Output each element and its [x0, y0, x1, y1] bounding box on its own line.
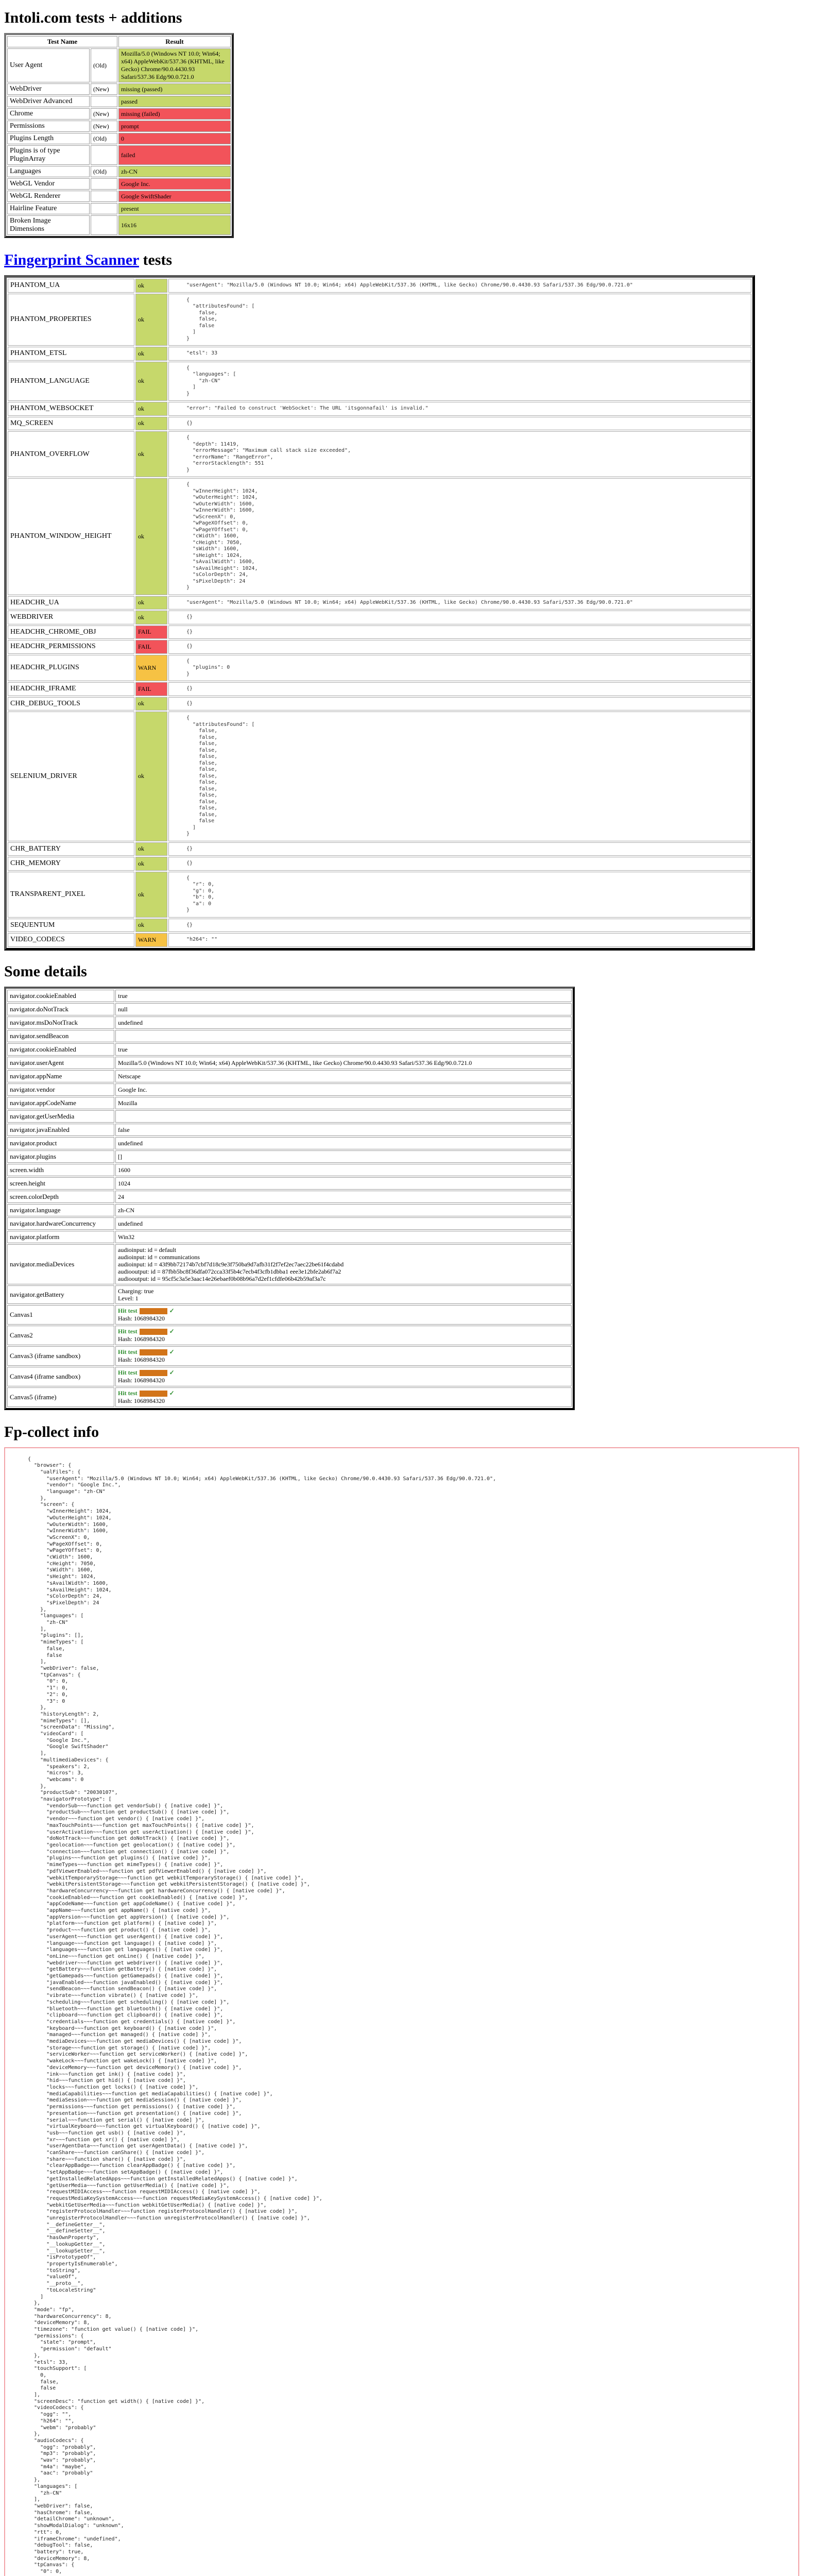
intoli-test-name: Languages	[7, 166, 90, 177]
scanner-row	[8, 655, 751, 682]
detail-value: Charging: true Level: 1	[115, 1285, 572, 1304]
scanner-test-name: TRANSPARENT_PIXEL	[8, 872, 134, 918]
check-icon: ✓	[169, 1348, 175, 1355]
scanner-test-name: PHANTOM_ETSL	[8, 347, 134, 361]
detail-key: navigator.doNotTrack	[7, 1003, 114, 1015]
scanner-data-json: { "wInnerHeight": 1024, "wOuterHeight": 1024, "wOuterWidth": 1600, "wInnerWidth": 1600, "wScreenX": 0, "wPageXOffset": 0, "wPageYOffset": 0, "cWidth": 1600, "cHeight": 7050, "sWidth": 1600, "sHeight": 1024, "sAvailWidth": 1600, "sAvailHeight": 1024, "sColorDepth": 24, "sPixelDepth": 24 }	[186, 482, 258, 590]
canvas-swatch	[140, 1308, 167, 1314]
canvas-key: Canvas5 (iframe)	[7, 1387, 114, 1407]
canvas-row	[7, 1387, 572, 1407]
detail-row	[7, 1137, 572, 1149]
scanner-row	[8, 596, 751, 610]
intoli-row	[7, 166, 231, 177]
scanner-test-name: PHANTOM_OVERFLOW	[8, 431, 134, 477]
scanner-row	[8, 933, 751, 947]
scanner-test-name: HEADCHR_IFRAME	[8, 682, 134, 696]
result-header: Result	[118, 36, 231, 47]
detail-value: undefined	[115, 1016, 572, 1029]
scanner-test-name: CHR_DEBUG_TOOLS	[8, 697, 134, 711]
scanner-test-name: PHANTOM_PROPERTIES	[8, 294, 134, 346]
fpcollect-box	[4, 1447, 799, 2576]
detail-row	[7, 1191, 572, 1203]
scanner-test-name: HEADCHR_PLUGINS	[8, 655, 134, 682]
scanner-test-data	[168, 857, 751, 871]
scanner-test-result: FAIL	[135, 625, 167, 639]
canvas-hit-test: Hit test	[118, 1307, 138, 1314]
intoli-test-status	[91, 96, 117, 107]
scanner-data-json: "userAgent": "Mozilla/5.0 (Windows NT 10.0; Win64; x64) AppleWebKit/537.36 (KHTML, like Gecko) Chrome/90.0.4430.93 Safari/537.36 Edg/90.0.721.0"	[186, 282, 633, 288]
scanner-row	[8, 362, 751, 401]
detail-value: null	[115, 1003, 572, 1015]
detail-value	[115, 1030, 572, 1042]
scanner-test-data	[168, 362, 751, 401]
scanner-data-json: "h264": ""	[186, 937, 218, 942]
detail-value: true	[115, 1043, 572, 1056]
detail-value: Mozilla/5.0 (Windows NT 10.0; Win64; x64) AppleWebKit/537.36 (KHTML, like Gecko) Chrome/90.0.4430.93 Safari/537.36 Edg/90.0.721.0	[115, 1057, 572, 1069]
scanner-test-data	[168, 625, 751, 639]
detail-key: navigator.plugins	[7, 1150, 114, 1163]
scanner-row	[8, 682, 751, 696]
canvas-value	[115, 1305, 572, 1325]
intoli-test-name: Hairline Feature	[7, 203, 90, 214]
scanner-test-result: ok	[135, 347, 167, 361]
intoli-test-result: prompt	[118, 121, 231, 132]
detail-row	[7, 1124, 572, 1136]
canvas-value	[115, 1367, 572, 1386]
canvas-hit-test: Hit test	[118, 1368, 138, 1376]
canvas-value	[115, 1346, 572, 1366]
scanner-row	[8, 347, 751, 361]
scanner-test-result: ok	[135, 279, 167, 293]
scanner-test-name: HEADCHR_UA	[8, 596, 134, 610]
scanner-data-json: {}	[186, 922, 193, 928]
canvas-swatch	[140, 1349, 167, 1355]
scanner-test-data	[168, 611, 751, 624]
detail-row	[7, 1177, 572, 1190]
intoli-test-status: (Old)	[91, 48, 117, 82]
intoli-test-name: User Agent	[7, 48, 90, 82]
scanner-data-json: { "plugins": 0 }	[186, 658, 230, 677]
scanner-test-result: ok	[135, 294, 167, 346]
scanner-test-result: ok	[135, 402, 167, 416]
intoli-title: Intoli.com tests + additions	[4, 9, 182, 26]
scanner-test-name: CHR_BATTERY	[8, 842, 134, 856]
scanner-test-result: FAIL	[135, 640, 167, 654]
scanner-test-name: MQ_SCREEN	[8, 417, 134, 431]
detail-value: zh-CN	[115, 1204, 572, 1216]
detail-value: Netscape	[115, 1070, 572, 1082]
detail-value: undefined	[115, 1217, 572, 1230]
scanner-row	[8, 611, 751, 624]
scanner-data-json: "etsl": 33	[186, 350, 218, 356]
scanner-test-data	[168, 347, 751, 361]
check-icon: ✓	[169, 1327, 175, 1335]
scanner-row	[8, 417, 751, 431]
detail-value: audioinput: id = default audioinput: id = communications audioinput: id = 43f9bb72174b7cbf7d18c9e3f750ba9d7afb31f2f7ef2ec7aec22be61f4cdabd audiooutput: id = 87fbb5bc8f36dfa072cca33f5b4c7ecb4f3cfb1dbba1 eee3e12bfe2ab6f7a2 audiooutput: id = 95cf5c3a5e3aac14e26ebaef0b08b96a7d2ef1cfdfe06b42b59af3a7c	[115, 1244, 572, 1284]
detail-key: navigator.sendBeacon	[7, 1030, 114, 1042]
intoli-test-result: passed	[118, 96, 231, 107]
detail-key: navigator.getUserMedia	[7, 1110, 114, 1123]
scanner-test-data	[168, 697, 751, 711]
canvas-hit-test: Hit test	[118, 1327, 138, 1335]
scanner-test-result: FAIL	[135, 682, 167, 696]
scanner-data-json: { "languages": [ "zh-CN" ] }	[186, 365, 236, 397]
intoli-test-result: 16x16	[118, 215, 231, 235]
detail-value: Win32	[115, 1231, 572, 1243]
detail-row	[7, 1164, 572, 1176]
canvas-hash: Hash: 1068984320	[118, 1355, 165, 1363]
intoli-row	[7, 191, 231, 202]
intoli-test-status: (Old)	[91, 133, 117, 144]
scanner-test-result: ok	[135, 362, 167, 401]
canvas-hit-test: Hit test	[118, 1389, 138, 1397]
scanner-row	[8, 919, 751, 933]
detail-row	[7, 1097, 572, 1109]
scanner-test-data	[168, 711, 751, 841]
detail-key: screen.width	[7, 1164, 114, 1176]
intoli-test-result: 0	[118, 133, 231, 144]
scanner-row	[8, 697, 751, 711]
intoli-row	[7, 203, 231, 214]
detail-key: navigator.cookieEnabled	[7, 990, 114, 1002]
detail-key: navigator.userAgent	[7, 1057, 114, 1069]
canvas-key: Canvas4 (iframe sandbox)	[7, 1367, 114, 1386]
intoli-row	[7, 83, 231, 95]
scanner-test-result: WARN	[135, 933, 167, 947]
detail-row	[7, 1057, 572, 1069]
scanner-data-json: { "depth": 11419, "errorMessage": "Maximum call stack size exceeded", "errorName": "RangeError", "errorStacklength": 551 }	[186, 435, 351, 473]
detail-value: true	[115, 990, 572, 1002]
scanner-test-name: VIDEO_CODECS	[8, 933, 134, 947]
detail-key: navigator.language	[7, 1204, 114, 1216]
detail-row	[7, 1070, 572, 1082]
detail-key: navigator.vendor	[7, 1083, 114, 1096]
fpcollect-dump: { "browser": { "ualFiles": { "userAgent": "Mozilla/5.0 (Windows NT 10.0; Win64; x64) AppleWebKit/537.36 (KHTML, like Gecko) Chrome/90.0.4430.93 Safari/537.36 Edg/90.0.721.0", "vendor": "Google Inc.", "language": "zh-CN" }, "screen": { "wInnerHeight": 1024, "wOuterHeight": 1024, "wOuterWidth": 1600, "wInnerWidth": 1600, "wScreenX": 0, "wPageXOffset": 0, "wPageYOffset": 0, "cWidth": 1600, "cHeight": 7050, "sWidth": 1600, "sHeight": 1024, "sAvailWidth": 1600, "sAvailHeight": 1024, "sColorDepth": 24, "sPixelDepth": 24 }, "languages": [ "zh-CN" ], "plugins": [], "mimeTypes": [ false, false ], "webDriver": false, "tpCanvas": { "0": 0, "1": 0, "2": 0, "3": 0 }, "historyLength": 2, "mimeTypes": [], "screenData": "Missing", "videoCard": [ "Google Inc.", "Google SwiftShader" ], "multimediaDevices": { "speakers": 2, "micros": 3, "webcams": 0 }, "productSub": "20030107", "navigatorPrototype": [ "vendorSub~~~function get vendorSub() { [native code] }", "productSub~~~function get productSub() { [native code] }", "vendor~~~function get vendor() { [native code] }", "maxTouchPoints~~~function get maxTouchPoints() { [native code] }", "userActivation~~~function get userActivation() { [native code] }", "doNotTrack~~~function get doNotTrack() { [native code] }", "geolocation~~~function get geolocation() { [native code] }", "connection~~~function get connection() { [native code] }", "plugins~~~function get plugins() { [native code] }", "mimeTypes~~~function get mimeTypes() { [native code] }", "pdfViewerEnabled~~~function get pdfViewerEnabled() { [native code] }", "webkitTemporaryStorage~~~function get webkitTemporaryStorage() { [native code] }", "webkitPersistentStorage~~~function get webkitPersistentStorage() { [native code] }", "hardwareConcurrency~~~function get hardwareConcurrency() { [native code] }", "cookieEnabled~~~function get cookieEnabled() { [native code] }", "appCodeName~~~function get appCodeName() { [native code] }", "appName~~~function get appName() { [native code] }", "appVersion~~~function get appVersion() { [native code] }", "platform~~~function get platform() { [native code] }", "product~~~function get product() { [native code] }", "userAgent~~~function get userAgent() { [native code] }", "language~~~function get language() { [native code] }", "languages~~~function get languages() { [native code] }", "onLine~~~function get onLine() { [native code] }", "webdriver~~~function get webdriver() { [native code] }", "getBattery~~~function getBattery() { [native code] }", "getGamepads~~~function getGamepads() { [native code] }", "javaEnabled~~~function javaEnabled() { [native code] }", "sendBeacon~~~function sendBeacon() { [native code] }", "vibrate~~~function vibrate() { [native code] }", "scheduling~~~function get scheduling() { [native code] }", "bluetooth~~~function get bluetooth() { [native code] }", "clipboard~~~function get clipboard() { [native code] }", "credentials~~~function get credentials() { [native code] }", "keyboard~~~function get keyboard() { [native code] }", "managed~~~function get managed() { [native code] }", "mediaDevices~~~function get mediaDevices() { [native code] }", "storage~~~function get storage() { [native code] }", "serviceWorker~~~function get serviceWorker() { [native code] }", "wakeLock~~~function get wakeLock() { [native code] }", "deviceMemory~~~function get deviceMemory() { [native code] }", "ink~~~function get ink() { [native code] }", "hid~~~function get hid() { [native code] }", "locks~~~function get locks() { [native code] }", "mediaCapabilities~~~function get mediaCapabilities() { [native code] }", "mediaSession~~~function get mediaSession() { [native code] }", "permissions~~~function get permissions() { [native code] }", "presentation~~~function get presentation() { [native code] }", "serial~~~function get serial() { [native code] }", "virtualKeyboard~~~function get virtualKeyboard() { [native code] }", "usb~~~function get usb() { [native code] }", "xr~~~function get xr() { [native code] }", "userAgentData~~~function get userAgentData() { [native code] }", "canShare~~~function canShare() { [native code] }", "share~~~function share() { [native code] }", "clearAppBadge~~~function clearAppBadge() { [native code] }", "setAppBadge~~~function setAppBadge() { [native code] }", "getInstalledRelatedApps~~~function getInstalledRelatedApps() { [native code] }", "getUserMedia~~~function getUserMedia() { [native code] }", "requestMIDIAccess~~~function requestMIDIAccess() { [native code] }", "requestMediaKeySystemAccess~~~function requestMediaKeySystemAccess() { [native code] }", "webkitGetUserMedia~~~function webkitGetUserMedia() { [native code] }", "registerProtocolHandler~~~function registerProtocolHandler() { [native code] }", "unregisterProtocolHandler~~~function unregisterProtocolHandler() { [native code] }", "__defineGetter__", "__defineSetter__", "hasOwnProperty", "__lookupGetter__", "__lookupSetter__", "isPrototypeOf", "propertyIsEnumerable", "toString", "valueOf", "__proto__", "toLocaleString" ] }, "mode": "fp", "hardwareConcurrency": 8, "deviceMemory": 8, "timezone": "function get value() { [native code] }", "permissions": { "state": "prompt", "permission": "default" }, "etsl": 33, "touchSupport": [ 0, false, false ], "screenDesc": "function get width() { [native code] }", "videoCodecs": { "ogg": "", "h264": "", "webm": "probably" }, "audioCodecs": { "ogg": "probably", "mp3": "probably", "wav": "probably", "m4a": "maybe", "aac": "probably" }, "languages": [ "zh-CN" ], "webDriver": false, "hasChrome": false, "detailChrome": "unknown", "showModalDialog": "unknown", "rtt": 0, "iframeChrome": "undefined", "debugTool": false, "battery": true, "deviceMemory": 8, "tpCanvas": { "0": 0,	[28, 1456, 496, 2575]
scanner-test-name: PHANTOM_WEBSOCKET	[8, 402, 134, 416]
intoli-test-status: (New)	[91, 108, 117, 120]
scanner-data-json: {}	[186, 686, 193, 691]
scanner-row	[8, 857, 751, 871]
scanner-test-data	[168, 402, 751, 416]
detail-value	[115, 1110, 572, 1123]
canvas-swatch	[140, 1391, 167, 1397]
scanner-data-json: { "attributesFound": [ false, false, false ] }	[186, 297, 255, 342]
canvas-row	[7, 1346, 572, 1366]
detail-row	[7, 1110, 572, 1123]
detail-value: 1600	[115, 1164, 572, 1176]
intoli-test-result: present	[118, 203, 231, 214]
detail-key: screen.height	[7, 1177, 114, 1190]
fingerprint-scanner-table	[4, 275, 755, 951]
scanner-data-json: {}	[186, 420, 193, 426]
intoli-test-status: (Old)	[91, 166, 117, 177]
scanner-test-data	[168, 417, 751, 431]
detail-row	[7, 1285, 572, 1304]
scanner-test-data	[168, 294, 751, 346]
scanner-test-name: PHANTOM_UA	[8, 279, 134, 293]
intoli-test-name: Plugins is of type PluginArray	[7, 145, 90, 165]
canvas-row	[7, 1326, 572, 1345]
detail-row	[7, 1043, 572, 1056]
fpcollect-title: Fp-collect info	[4, 1423, 99, 1440]
scanner-data-json: { "r": 0, "g": 0, "b": 0, "a": 0 }	[186, 875, 215, 913]
intoli-test-result: Google Inc.	[118, 178, 231, 190]
intoli-table	[4, 33, 234, 238]
check-icon: ✓	[169, 1307, 175, 1314]
scanner-data-json: {}	[186, 643, 193, 649]
intoli-test-status: (New)	[91, 121, 117, 132]
intoli-test-status	[91, 178, 117, 190]
detail-row	[7, 1083, 572, 1096]
scanner-test-data	[168, 919, 751, 933]
detail-key: navigator.product	[7, 1137, 114, 1149]
detail-key: navigator.appCodeName	[7, 1097, 114, 1109]
scanner-test-name: WEBDRIVER	[8, 611, 134, 624]
scanner-test-name: HEADCHR_CHROME_OBJ	[8, 625, 134, 639]
detail-value: []	[115, 1150, 572, 1163]
detail-key: navigator.msDoNotTrack	[7, 1016, 114, 1029]
check-icon: ✓	[169, 1389, 175, 1397]
check-icon: ✓	[169, 1368, 175, 1376]
scanner-test-name: SEQUENTUM	[8, 919, 134, 933]
detail-row	[7, 990, 572, 1002]
intoli-test-name: WebGL Vendor	[7, 178, 90, 190]
canvas-hash: Hash: 1068984320	[118, 1335, 165, 1343]
intoli-test-result: missing (failed)	[118, 108, 231, 120]
detail-key: screen.colorDepth	[7, 1191, 114, 1203]
detail-value: false	[115, 1124, 572, 1136]
scanner-test-name: SELENIUM_DRIVER	[8, 711, 134, 841]
canvas-hash: Hash: 1068984320	[118, 1376, 165, 1384]
scanner-test-data	[168, 640, 751, 654]
scanner-data-json: {}	[186, 700, 193, 706]
scanner-test-result: ok	[135, 857, 167, 871]
intoli-row	[7, 145, 231, 165]
scanner-row	[8, 431, 751, 477]
scanner-test-result: ok	[135, 919, 167, 933]
scanner-test-data	[168, 279, 751, 293]
scanner-row	[8, 478, 751, 595]
intoli-row	[7, 108, 231, 120]
canvas-value	[115, 1387, 572, 1407]
canvas-key: Canvas3 (iframe sandbox)	[7, 1346, 114, 1366]
scanner-data-json: { "attributesFound": [ false, false, false, false, false, false, false, false, false, false, false, false, false, false, false ] }	[186, 715, 255, 837]
detail-value: 24	[115, 1191, 572, 1203]
scanner-test-name: CHR_MEMORY	[8, 857, 134, 871]
test-name-header: Test Name	[7, 36, 117, 47]
canvas-row	[7, 1367, 572, 1386]
scanner-row	[8, 294, 751, 346]
scanner-row	[8, 640, 751, 654]
scanner-test-data	[168, 842, 751, 856]
detail-key: navigator.appName	[7, 1070, 114, 1082]
scanner-test-result: ok	[135, 431, 167, 477]
scanner-test-result: WARN	[135, 655, 167, 682]
detail-key: navigator.mediaDevices	[7, 1244, 114, 1284]
scanner-test-name: PHANTOM_WINDOW_HEIGHT	[8, 478, 134, 595]
scanner-test-data	[168, 431, 751, 477]
details-title: Some details	[4, 962, 87, 980]
scanner-test-result: ok	[135, 417, 167, 431]
scanner-data-json: "userAgent": "Mozilla/5.0 (Windows NT 10.0; Win64; x64) AppleWebKit/537.36 (KHTML, like Gecko) Chrome/90.0.4430.93 Safari/537.36 Edg/90.0.721.0"	[186, 599, 633, 605]
intoli-test-status: (New)	[91, 83, 117, 95]
scanner-data-json: {}	[186, 614, 193, 620]
detail-row	[7, 1217, 572, 1230]
detail-row	[7, 1244, 572, 1284]
intoli-test-result: Mozilla/5.0 (Windows NT 10.0; Win64; x64) AppleWebKit/537.36 (KHTML, like Gecko) Chrome/90.0.4430.93 Safari/537.36 Edg/90.0.721.0	[118, 48, 231, 82]
canvas-hit-test: Hit test	[118, 1348, 138, 1355]
detail-key: navigator.cookieEnabled	[7, 1043, 114, 1056]
intoli-row	[7, 96, 231, 107]
detail-row	[7, 1016, 572, 1029]
details-table	[4, 987, 575, 1410]
canvas-key: Canvas1	[7, 1305, 114, 1325]
intoli-test-status	[91, 215, 117, 235]
detail-key: navigator.platform	[7, 1231, 114, 1243]
scanner-row	[8, 711, 751, 841]
detail-row	[7, 1030, 572, 1042]
scanner-row	[8, 279, 751, 293]
intoli-test-status	[91, 145, 117, 165]
scanner-test-data	[168, 655, 751, 682]
intoli-row	[7, 178, 231, 190]
intoli-test-result: failed	[118, 145, 231, 165]
scanner-row	[8, 872, 751, 918]
detail-row	[7, 1204, 572, 1216]
fingerprint-scanner-link[interactable]: Fingerprint Scanner	[4, 251, 139, 268]
canvas-swatch	[140, 1370, 167, 1376]
scanner-test-result: ok	[135, 872, 167, 918]
intoli-test-status	[91, 203, 117, 214]
intoli-row	[7, 48, 231, 82]
scanner-row	[8, 402, 751, 416]
detail-row	[7, 1003, 572, 1015]
intoli-test-name: Permissions	[7, 121, 90, 132]
detail-key: navigator.javaEnabled	[7, 1124, 114, 1136]
intoli-test-status	[91, 191, 117, 202]
scanner-test-name: HEADCHR_PERMISSIONS	[8, 640, 134, 654]
detail-value: Mozilla	[115, 1097, 572, 1109]
detail-row	[7, 1231, 572, 1243]
scanner-data-json: {}	[186, 845, 193, 852]
canvas-key: Canvas2	[7, 1326, 114, 1345]
scanner-row	[8, 625, 751, 639]
scanner-test-data	[168, 596, 751, 610]
canvas-swatch	[140, 1329, 167, 1335]
intoli-test-name: WebDriver Advanced	[7, 96, 90, 107]
detail-row	[7, 1150, 572, 1163]
detail-value: undefined	[115, 1137, 572, 1149]
scanner-row	[8, 842, 751, 856]
scanner-test-result: ok	[135, 842, 167, 856]
scanner-test-name: PHANTOM_LANGUAGE	[8, 362, 134, 401]
canvas-hash: Hash: 1068984320	[118, 1397, 165, 1404]
intoli-test-name: WebGL Renderer	[7, 191, 90, 202]
intoli-test-name: Chrome	[7, 108, 90, 120]
scanner-data-json: {}	[186, 629, 193, 635]
scanner-test-result: ok	[135, 611, 167, 624]
scanner-test-result: ok	[135, 478, 167, 595]
canvas-value	[115, 1326, 572, 1345]
scanner-test-data	[168, 933, 751, 947]
canvas-row	[7, 1305, 572, 1325]
scanner-test-result: ok	[135, 697, 167, 711]
detail-value: 1024	[115, 1177, 572, 1190]
scanner-title	[4, 251, 820, 269]
scanner-test-data	[168, 872, 751, 918]
scanner-title-rest: tests	[139, 251, 173, 268]
intoli-test-result: missing (passed)	[118, 83, 231, 95]
scanner-data-json: "error": "Failed to construct 'WebSocket': The URL 'itsgonnafail' is invalid."	[186, 405, 428, 411]
scanner-test-result: ok	[135, 596, 167, 610]
canvas-hash: Hash: 1068984320	[118, 1314, 165, 1322]
intoli-test-name: WebDriver	[7, 83, 90, 95]
detail-key: navigator.hardwareConcurrency	[7, 1217, 114, 1230]
scanner-test-data	[168, 682, 751, 696]
intoli-row	[7, 215, 231, 235]
scanner-test-result: ok	[135, 711, 167, 841]
detail-value: Google Inc.	[115, 1083, 572, 1096]
intoli-test-name: Broken Image Dimensions	[7, 215, 90, 235]
intoli-test-name: Plugins Length	[7, 133, 90, 144]
scanner-test-data	[168, 478, 751, 595]
intoli-test-result: Google SwiftShader	[118, 191, 231, 202]
intoli-row	[7, 121, 231, 132]
intoli-row	[7, 133, 231, 144]
detail-key: navigator.getBattery	[7, 1285, 114, 1304]
scanner-data-json: {}	[186, 860, 193, 866]
intoli-test-result: zh-CN	[118, 166, 231, 177]
